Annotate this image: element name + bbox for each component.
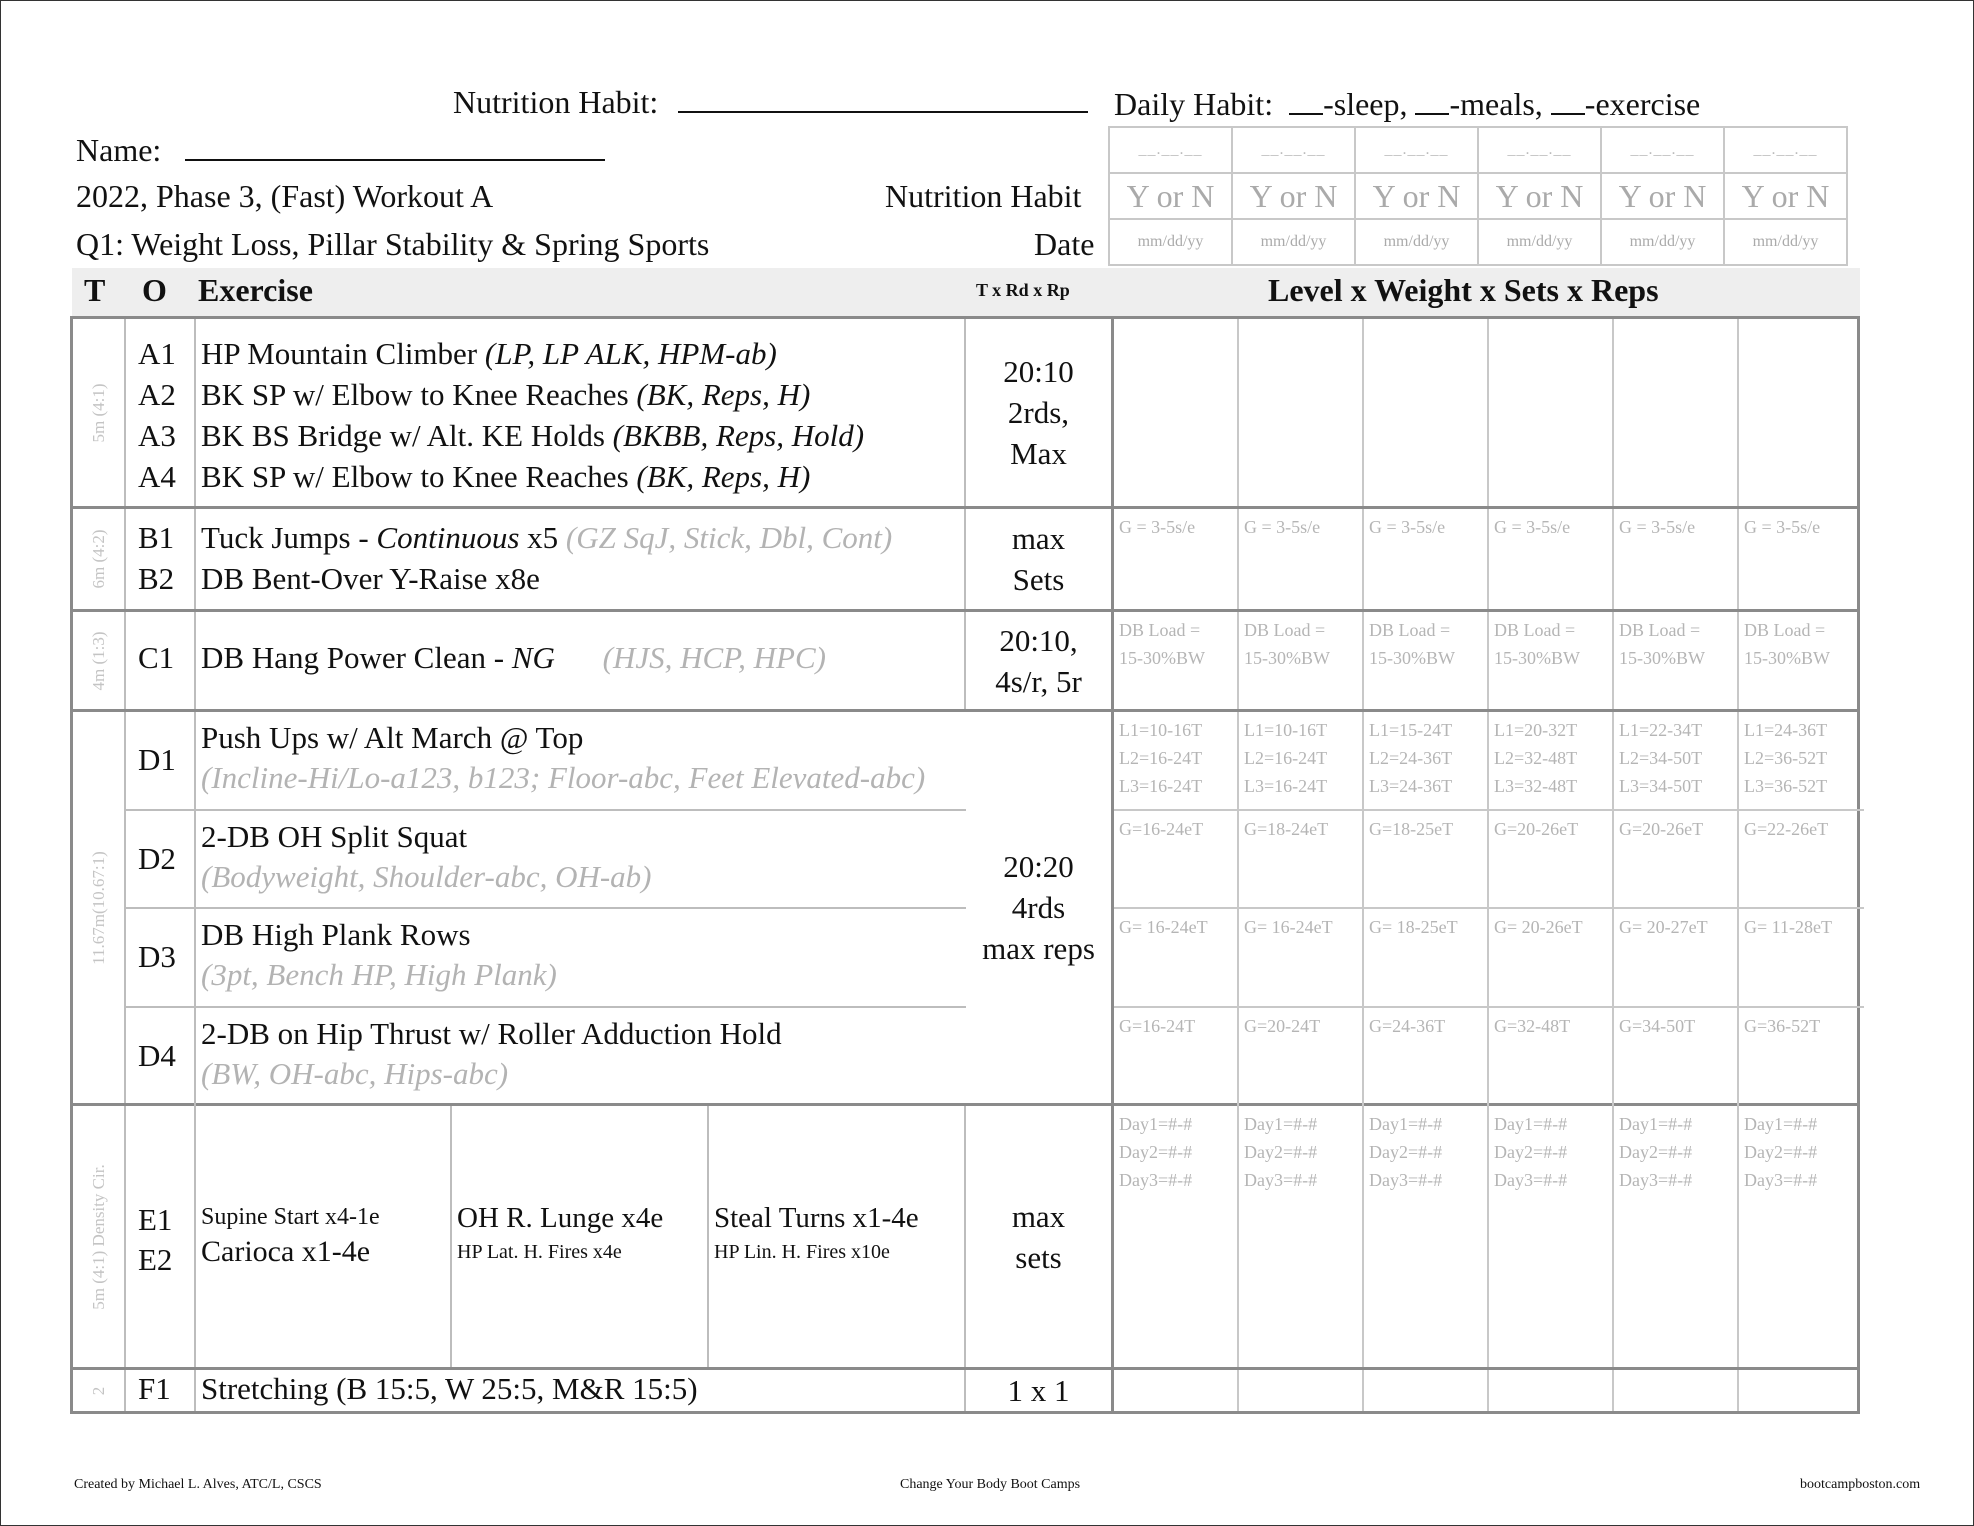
col-header-o: O (142, 272, 167, 308)
date-cell[interactable]: mm/dd/yy (1601, 219, 1724, 265)
order-code: D2 (126, 811, 196, 908)
order-cell (126, 1106, 196, 1367)
exercise-e2-b: HP Lat. H. Fires x4e (457, 1241, 622, 1263)
log-cell[interactable] (1489, 1008, 1614, 1107)
time-cell (73, 1106, 126, 1367)
log-cell[interactable] (1114, 1106, 1239, 1367)
hint-line: L2=34-50T (1619, 748, 1703, 768)
log-cell[interactable] (1739, 1008, 1864, 1107)
order-code: F1 (138, 1371, 171, 1406)
hint-line: L2=24-36T (1369, 748, 1453, 768)
time-cell (73, 612, 126, 709)
log-cell[interactable] (1364, 612, 1489, 709)
exercise-name: 2-DB on Hip Thrust w/ Roller Adduction Hold (201, 1015, 782, 1051)
hint-line: 15-30%BW (1494, 648, 1580, 668)
hint-line: G= 16-24eT (1244, 917, 1333, 937)
log-cell[interactable] (1239, 319, 1364, 506)
log-cell[interactable]: G = 3-5s/e (1489, 509, 1614, 609)
hint-line: Day2=#-# (1744, 1142, 1818, 1162)
exercise-name: BK SP w/ Elbow to Knee Reaches (201, 377, 637, 412)
log-cell[interactable] (1489, 612, 1614, 709)
hint-line: L3=34-50T (1619, 776, 1703, 796)
hint-line: G=34-50T (1619, 1015, 1696, 1036)
hint-line: L1=22-34T (1619, 720, 1703, 740)
row-b (73, 509, 1857, 612)
order-cell (126, 1370, 196, 1411)
exercise-a2 (201, 374, 964, 415)
date-cell[interactable]: mm/dd/yy (1109, 219, 1232, 265)
log-cell[interactable] (1364, 1008, 1489, 1107)
row-c (73, 612, 1857, 712)
exercise-name: BK SP w/ Elbow to Knee Reaches (201, 459, 637, 494)
meals-blank[interactable] (1415, 91, 1449, 115)
log-cell[interactable] (1239, 811, 1364, 910)
exercise-cell (196, 909, 966, 1006)
hint-line: L3=16-24T (1119, 776, 1203, 796)
daily-meals-label: -meals, (1449, 86, 1543, 122)
time-label: 4m (1:3) (88, 630, 108, 691)
hint-line: L1=20-32T (1494, 720, 1578, 740)
order-code: D3 (126, 909, 196, 1006)
tracking-grid (1108, 126, 1848, 266)
date-cell[interactable]: mm/dd/yy (1478, 219, 1601, 265)
nutrition-habit-label: Nutrition Habit: (453, 84, 659, 120)
exercise-name: Tuck Jumps - (201, 520, 377, 555)
hint-line: Day1=#-# (1744, 1114, 1818, 1134)
hint-line: DB Load = (1369, 620, 1451, 640)
log-cell[interactable]: G = 3-5s/e (1614, 509, 1739, 609)
log-cell[interactable] (1489, 811, 1614, 910)
date-cell[interactable]: mm/dd/yy (1232, 219, 1355, 265)
quarter-title: Q1: Weight Loss, Pillar Stability & Spring Sports (76, 226, 710, 262)
log-cell[interactable] (1614, 1370, 1739, 1411)
exercise-name: Push Ups w/ Alt March @ Top (201, 720, 584, 755)
exercise-f1: Stretching (B 15:5, W 25:5, M&R 15:5) (201, 1371, 698, 1406)
hint-line: L1=15-24T (1369, 720, 1453, 740)
daily-habit-label: Daily Habit: (1114, 86, 1274, 122)
time-label: 2 (88, 1386, 108, 1395)
hint-line: G=18-24eT (1244, 818, 1329, 839)
txr-line: 20:10, (999, 622, 1078, 658)
daily-sleep-label: -sleep, (1323, 86, 1408, 122)
exercise-note: (HJS, HCP, HPC) (602, 640, 826, 675)
order-code: E2 (138, 1242, 173, 1277)
log-cell[interactable] (1114, 909, 1239, 1008)
log-cell[interactable] (1239, 712, 1364, 811)
hint-line: L2=16-24T (1119, 748, 1203, 768)
time-cell (73, 712, 126, 1103)
date-cell[interactable]: mm/dd/yy (1355, 219, 1478, 265)
exercise-e2: Carioca x1-4e (201, 1235, 371, 1268)
dash-cell[interactable]: __.__.__ (1601, 127, 1724, 173)
hint-line: L2=32-48T (1494, 748, 1578, 768)
hint-line: G=16-24eT (1119, 818, 1204, 839)
exercise-note: (GZ SqJ, Stick, Dbl, Cont) (565, 520, 893, 555)
log-cell[interactable]: G = 3-5s/e (1114, 509, 1239, 609)
hint-line: L1=10-16T (1244, 720, 1328, 740)
hint-line: Day1=#-# (1619, 1114, 1693, 1134)
txr-cell (966, 1106, 1114, 1367)
hint-line: G=22-26eT (1744, 818, 1829, 839)
log-cell[interactable] (1739, 319, 1864, 506)
hint-line: L1=24-36T (1744, 720, 1828, 740)
hint-line: L3=36-52T (1744, 776, 1828, 796)
hint-line: L3=16-24T (1244, 776, 1328, 796)
dash-cell[interactable]: __.__.__ (1478, 127, 1601, 173)
hint-line: DB Load = (1619, 620, 1701, 640)
hint-line: L2=36-52T (1744, 748, 1828, 768)
col-header-txr: T x Rd x Rp (976, 280, 1070, 300)
hint-line: DB Load = (1744, 620, 1826, 640)
col-header-level: Level x Weight x Sets x Reps (1268, 272, 1659, 308)
hint-line: Day2=#-# (1494, 1142, 1568, 1162)
hint-line: G=16-24T (1119, 1015, 1196, 1036)
hint-line: 15-30%BW (1744, 648, 1830, 668)
hint-line: G=18-25eT (1369, 818, 1454, 839)
exercise-note: (BK, Reps, H) (636, 377, 811, 412)
exercise-b2: DB Bent-Over Y-Raise x8e (201, 561, 540, 596)
hint-line: G= 20-26eT (1494, 917, 1583, 937)
nutrition-habit-field[interactable] (678, 85, 1088, 113)
exercise-a4 (201, 456, 964, 497)
txr-line: 4rds (1011, 890, 1066, 925)
footer-website[interactable]: bootcampboston.com (1800, 1477, 1921, 1492)
order-code: E1 (138, 1202, 173, 1237)
exercise-e1-c: Steal Turns x1-4e (714, 1202, 919, 1234)
exercise-name: HP Mountain Climber (201, 336, 485, 371)
txr-line: max (1011, 1198, 1066, 1234)
exercise-name: DB Hang Power Clean - (201, 640, 512, 675)
hint-line: G= 16-24eT (1119, 917, 1208, 937)
log-cell[interactable] (1739, 612, 1864, 709)
log-cell[interactable] (1239, 1008, 1364, 1107)
order-code: A2 (138, 377, 176, 412)
exercise-cell (196, 811, 966, 908)
order-code: D1 (126, 712, 196, 809)
log-cell[interactable] (1614, 1106, 1739, 1367)
exercise-note: (BW, OH-abc, Hips-abc) (201, 1055, 509, 1091)
txr-line: max reps (982, 931, 1095, 966)
exercise-cell (196, 319, 966, 506)
hint-line: 15-30%BW (1244, 648, 1330, 668)
log-cell[interactable] (1739, 1370, 1864, 1411)
hint-line: Day2=#-# (1119, 1142, 1193, 1162)
exercise-e2-c: HP Lin. H. Fires x10e (714, 1241, 890, 1263)
dash-cell[interactable]: __.__.__ (1355, 127, 1478, 173)
date-row-label: Date (1034, 226, 1095, 262)
hint-line: L2=16-24T (1244, 748, 1328, 768)
date-cell[interactable]: mm/dd/yy (1724, 219, 1847, 265)
order-cell (126, 612, 196, 709)
log-cell[interactable] (1364, 1370, 1489, 1411)
yn-cell[interactable]: Y or N (1232, 173, 1355, 219)
exercise-note: (Incline-Hi/Lo-a123, b123; Floor-abc, Feet Elevated-abc) (201, 760, 926, 795)
order-code: A3 (138, 418, 176, 453)
exercise-note: (Bodyweight, Shoulder-abc, OH-ab) (201, 858, 652, 894)
log-cell[interactable] (1114, 319, 1239, 506)
hint-line: 15-30%BW (1369, 648, 1455, 668)
txr-cell (966, 1370, 1114, 1411)
hint-line: Day1=#-# (1119, 1114, 1193, 1134)
dash-cell[interactable]: __.__.__ (1109, 127, 1232, 173)
log-cell[interactable] (1239, 909, 1364, 1008)
log-cell[interactable] (1739, 1106, 1864, 1367)
exercise-cell (196, 1008, 966, 1107)
d-subrow (126, 712, 966, 811)
row-f (73, 1370, 1857, 1411)
hint-line: Day1=#-# (1494, 1114, 1568, 1134)
hint-line: G=20-26eT (1619, 818, 1704, 839)
hint-line: L3=24-36T (1369, 776, 1453, 796)
hint-line: G=20-26eT (1494, 818, 1579, 839)
hint-line: G= 20-27eT (1619, 917, 1708, 937)
exercise-e1-b: OH R. Lunge x4e (457, 1202, 664, 1234)
order-cell (126, 319, 196, 506)
txr-cell (966, 319, 1114, 506)
exercise-reps: x5 (519, 520, 566, 555)
log-cell[interactable] (1114, 712, 1239, 811)
exercise-a1 (201, 333, 964, 374)
hint-line: G= 18-25eT (1369, 917, 1458, 937)
name-label: Name: (76, 132, 162, 168)
hint-line: DB Load = (1244, 620, 1326, 640)
exercise-name: BK BS Bridge w/ Alt. KE Holds (201, 418, 613, 453)
time-cell (73, 509, 126, 609)
workout-title: 2022, Phase 3, (Fast) Workout A (76, 178, 494, 214)
txr-line: 20:20 (1003, 849, 1074, 884)
log-cell[interactable] (1114, 1370, 1239, 1411)
hint-line: Day1=#-# (1244, 1114, 1318, 1134)
order-code: C1 (138, 640, 175, 675)
sleep-blank[interactable] (1289, 91, 1323, 115)
log-cell[interactable] (1739, 712, 1864, 811)
order-code: D4 (126, 1008, 196, 1107)
hint-line: G= 11-28eT (1744, 917, 1832, 937)
hint-line: Day3=#-# (1119, 1170, 1193, 1190)
txr-line: sets (1015, 1239, 1062, 1275)
daily-exercise-label: -exercise (1584, 86, 1701, 122)
log-cell[interactable] (1614, 1008, 1739, 1107)
txr-line: 4s/r, 5r (995, 663, 1082, 699)
hint-line: Day2=#-# (1369, 1142, 1443, 1162)
exercise-note: (BKBB, Reps, Hold) (612, 418, 865, 453)
txr-cell (966, 612, 1114, 709)
col-header-t: T (84, 272, 106, 308)
txr-line: max (1011, 521, 1066, 556)
col-header-exercise: Exercise (198, 272, 313, 308)
hint-line: Day3=#-# (1494, 1170, 1568, 1190)
log-cell[interactable] (1364, 909, 1489, 1008)
log-cell[interactable] (1114, 612, 1239, 709)
row-a (73, 319, 1857, 509)
order-code: B2 (138, 561, 175, 596)
log-cell[interactable]: G = 3-5s/e (1364, 509, 1489, 609)
order-code: B1 (138, 520, 175, 555)
tracking-date-row (1109, 219, 1847, 265)
exercise-cell (196, 712, 966, 809)
hint-line: Day2=#-# (1244, 1142, 1318, 1162)
order-code: A4 (138, 459, 176, 494)
log-cell[interactable] (1364, 712, 1489, 811)
time-label: 6m (4:2) (88, 529, 108, 589)
hint-line: Day1=#-# (1369, 1114, 1443, 1134)
name-header (76, 132, 605, 169)
e-col-2 (452, 1106, 709, 1367)
hint-line: G=32-48T (1494, 1015, 1571, 1036)
hint-line: L1=10-16T (1119, 720, 1203, 740)
log-cell[interactable] (1614, 811, 1739, 910)
txr-line: 20:10 (1003, 354, 1074, 389)
txr-cell (966, 509, 1114, 609)
tracking-dash-row (1109, 127, 1847, 173)
log-cell[interactable] (1739, 909, 1864, 1008)
name-field[interactable] (185, 133, 605, 161)
exercise-a3 (201, 415, 964, 456)
order-code: A1 (138, 336, 176, 371)
d-subrow (126, 909, 966, 1008)
nutrition-habit-header (453, 84, 1088, 121)
d-subrow (126, 811, 966, 910)
exercise-cell (196, 1370, 966, 1411)
hint-line: DB Load = (1119, 620, 1201, 640)
exercise-modifier: NG (511, 640, 555, 675)
exercise-cell (196, 509, 966, 609)
time-label: 11.67m(10.67:1) (88, 850, 108, 965)
log-cell[interactable] (1489, 712, 1614, 811)
hint-line: G=20-24T (1244, 1015, 1321, 1036)
txr-line: Sets (1012, 562, 1065, 597)
d-subrow (126, 1008, 966, 1107)
log-cell[interactable] (1489, 1106, 1614, 1367)
hint-line: Day2=#-# (1619, 1142, 1693, 1162)
yn-cell[interactable]: Y or N (1109, 173, 1232, 219)
txr-line: Max (1010, 436, 1067, 471)
tracking-yn-row (1109, 173, 1847, 219)
log-cell[interactable] (1489, 1370, 1614, 1411)
txr-line: 2rds, (1007, 395, 1070, 430)
txr-cell (966, 712, 1114, 1103)
txr-line: 1 x 1 (1007, 1373, 1070, 1408)
hint-line: G=24-36T (1369, 1015, 1446, 1036)
exercise-note: (LP, LP ALK, HPM-ab) (484, 336, 777, 371)
exercise-name: 2-DB OH Split Squat (201, 818, 468, 854)
log-cell[interactable] (1114, 1008, 1239, 1107)
log-cell[interactable] (1739, 811, 1864, 910)
log-cell[interactable] (1489, 319, 1614, 506)
yn-cell[interactable]: Y or N (1478, 173, 1601, 219)
log-cell[interactable] (1614, 612, 1739, 709)
hint-line: DB Load = (1494, 620, 1576, 640)
log-cell[interactable] (1614, 909, 1739, 1008)
log-cell[interactable] (1614, 712, 1739, 811)
log-cell[interactable] (1114, 811, 1239, 910)
log-cell[interactable] (1239, 1106, 1364, 1367)
exercise-blank[interactable] (1551, 91, 1585, 115)
daily-habit-header (1114, 86, 1700, 123)
footer-credit: Created by Michael L. Alves, ATC/L, CSCS (74, 1477, 322, 1492)
footer-brand: Change Your Body Boot Camps (900, 1477, 1081, 1492)
e-col-1 (196, 1106, 452, 1367)
hint-line: Day3=#-# (1369, 1170, 1443, 1190)
dash-cell[interactable]: __.__.__ (1724, 127, 1847, 173)
e-col-3 (709, 1106, 966, 1367)
log-cell[interactable]: G = 3-5s/e (1239, 509, 1364, 609)
order-cell (126, 509, 196, 609)
hint-line: Day3=#-# (1619, 1170, 1693, 1190)
log-cell[interactable] (1489, 909, 1614, 1008)
time-label: 5m (4:1) Density Cir. (88, 1163, 108, 1310)
log-cell[interactable] (1614, 319, 1739, 506)
yn-cell[interactable]: Y or N (1355, 173, 1478, 219)
exercise-modifier: Continuous (376, 520, 520, 555)
exercise-cell (196, 612, 966, 709)
workout-grid (70, 316, 1860, 1414)
hint-line: Day3=#-# (1244, 1170, 1318, 1190)
log-cell[interactable] (1239, 612, 1364, 709)
time-cell (73, 1370, 126, 1411)
hint-line: G=36-52T (1744, 1015, 1821, 1036)
nutrition-row-label: Nutrition Habit (885, 178, 1082, 214)
log-cell[interactable] (1364, 1106, 1489, 1367)
yn-cell[interactable]: Y or N (1724, 173, 1847, 219)
yn-cell[interactable]: Y or N (1601, 173, 1724, 219)
row-d (73, 712, 1857, 1106)
exercise-note: (3pt, Bench HP, High Plank) (201, 957, 557, 992)
hint-line: L3=32-48T (1494, 776, 1578, 796)
exercise-note: (BK, Reps, H) (636, 459, 811, 494)
exercise-name: DB High Plank Rows (201, 917, 471, 952)
log-cell[interactable] (1239, 1370, 1364, 1411)
hint-line: 15-30%BW (1119, 648, 1205, 668)
exercise-e1: Supine Start x4-1e (201, 1204, 380, 1230)
time-label: 5m (4:1) (88, 382, 108, 443)
log-cell[interactable] (1364, 811, 1489, 910)
log-cell[interactable] (1364, 319, 1489, 506)
dash-cell[interactable]: __.__.__ (1232, 127, 1355, 173)
hint-line: 15-30%BW (1619, 648, 1705, 668)
exercise-b1 (201, 517, 964, 558)
row-e (73, 1106, 1857, 1370)
hint-line: Day3=#-# (1744, 1170, 1818, 1190)
log-cell[interactable]: G = 3-5s/e (1744, 517, 1821, 537)
time-cell (73, 319, 126, 506)
